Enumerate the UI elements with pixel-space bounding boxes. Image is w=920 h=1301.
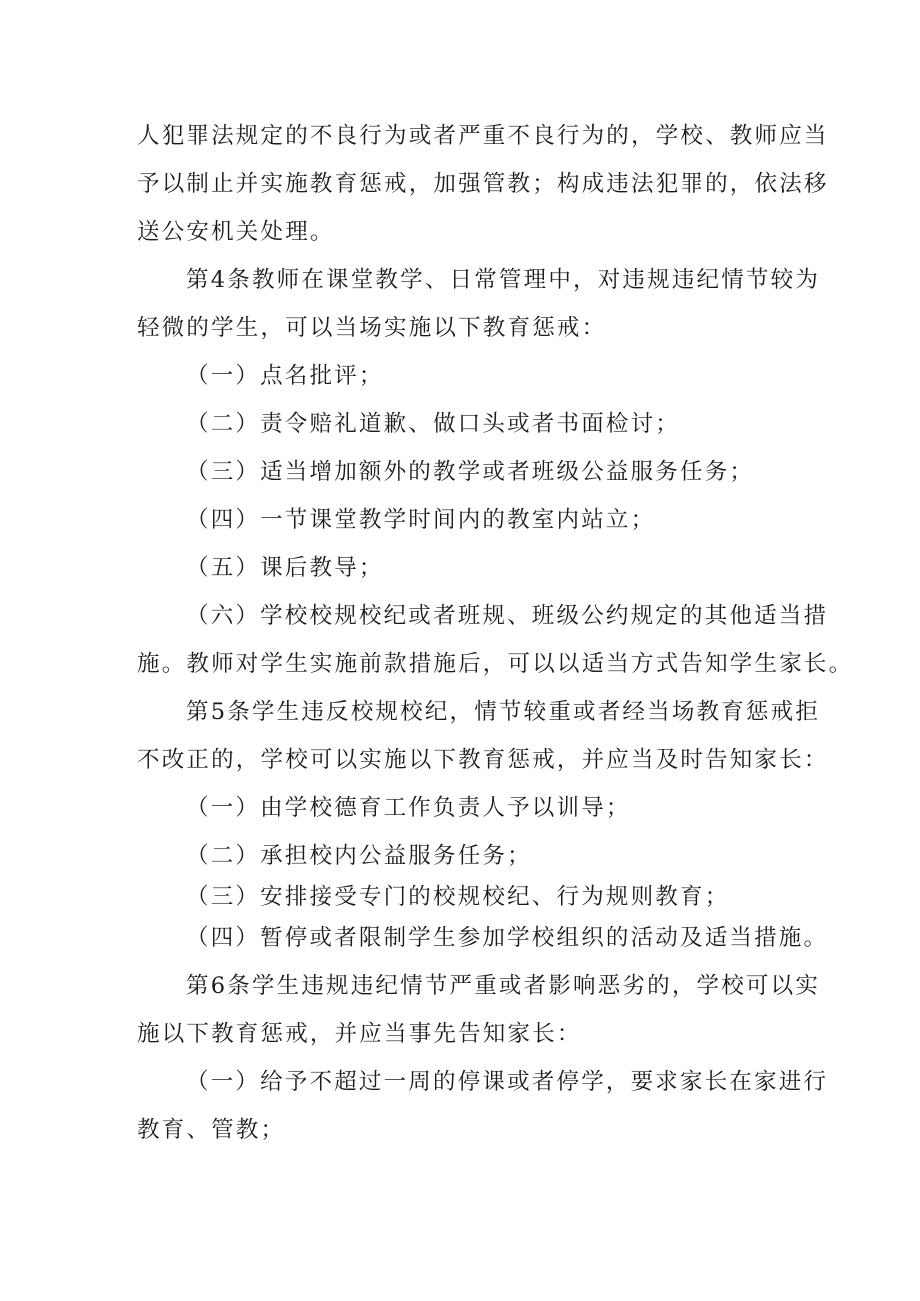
text-line: 施。教师对学生实施前款措施后，可以以适当方式告知学生家长。 bbox=[137, 651, 854, 677]
list-item: （二）责令赔礼道歉、做口头或者书面检讨； bbox=[186, 411, 681, 437]
article-5-heading: 第5条学生违反校规校纪，情节较重或者经当场教育惩戒拒 bbox=[186, 699, 821, 725]
list-item: （三）适当增加额外的教学或者班级公益服务任务； bbox=[186, 459, 755, 485]
text-line: 轻微的学生，可以当场实施以下教育惩戒： bbox=[137, 315, 607, 341]
list-item: （五）课后教导； bbox=[186, 555, 384, 581]
text-line: 人犯罪法规定的不良行为或者严重不良行为的，学校、教师应当 bbox=[137, 123, 829, 149]
list-item: （三）安排接受专门的校规校纪、行为规则教育； bbox=[186, 884, 730, 910]
list-item: （一）给予不超过一周的停课或者停学，要求家长在家进行 bbox=[186, 1069, 829, 1095]
list-item: （四）暂停或者限制学生参加学校组织的活动及适当措施。 bbox=[186, 925, 829, 951]
text-line: 予以制止并实施教育惩戒，加强管教；构成违法犯罪的，依法移 bbox=[137, 171, 829, 197]
article-4-heading: 第4条教师在课堂教学、日常管理中，对违规违纪情节较为 bbox=[186, 267, 821, 293]
text-line: 送公安机关处理。 bbox=[137, 219, 335, 245]
list-item: （六）学校校规校纪或者班规、班级公约规定的其他适当措 bbox=[186, 603, 829, 629]
text-line: 教育、管教； bbox=[137, 1117, 286, 1143]
text-line: 施以下教育惩戒，并应当事先告知家长： bbox=[137, 1021, 582, 1047]
list-item: （二）承担校内公益服务任务； bbox=[186, 843, 532, 869]
list-item: （四）一节课堂教学时间内的教室内站立； bbox=[186, 507, 656, 533]
document-body bbox=[137, 112, 854, 1154]
list-item: （一）点名批评； bbox=[186, 363, 384, 389]
text-line: 不改正的，学校可以实施以下教育惩戒，并应当及时告知家长： bbox=[137, 747, 829, 773]
list-item: （一）由学校德育工作负责人予以训导； bbox=[186, 795, 631, 821]
article-6-heading: 第6条学生违规违纪情节严重或者影响恶劣的，学校可以实 bbox=[186, 973, 821, 999]
